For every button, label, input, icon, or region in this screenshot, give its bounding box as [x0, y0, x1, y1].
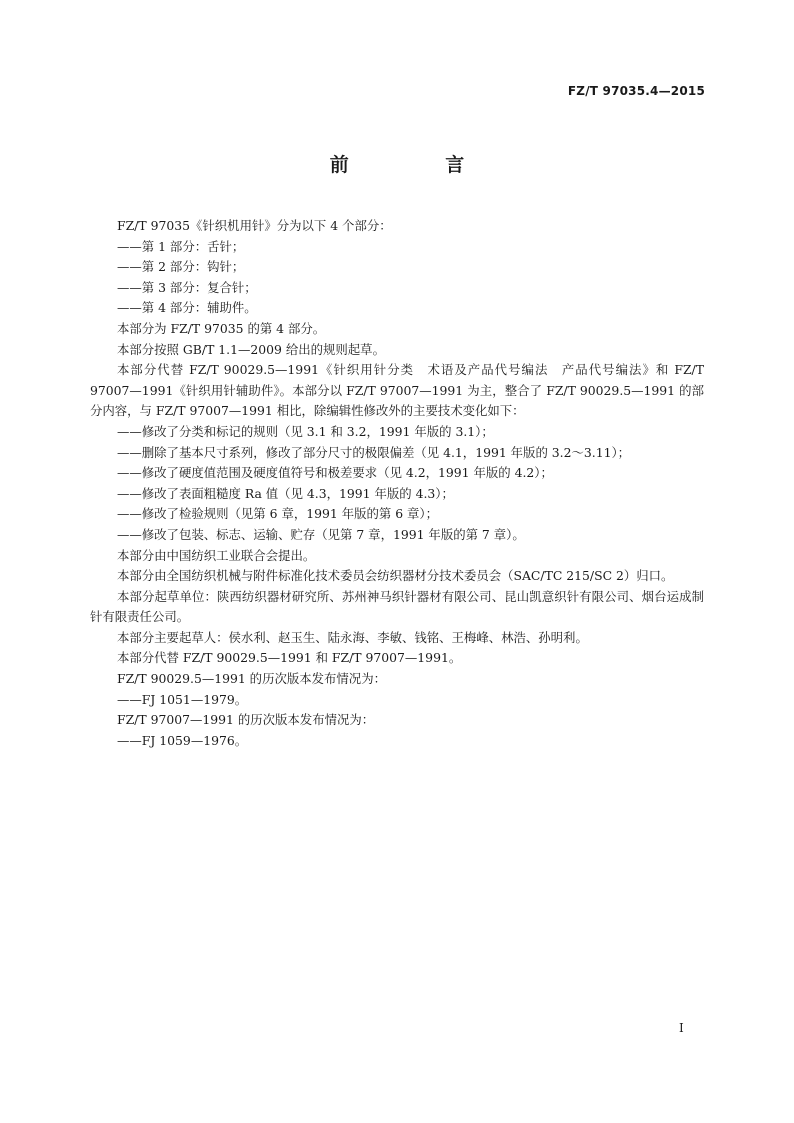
list-item: ——第 4 部分：辅助件。 — [117, 300, 257, 316]
list-item: ——第 3 部分：复合针； — [117, 279, 257, 295]
paragraph: 本部分主要起草人：侯水利、赵玉生、陆永海、李敏、钱铭、王梅峰、林浩、孙明利。 — [117, 629, 588, 645]
paragraph: 本部分为 FZ/T 97035 的第 4 部分。 — [117, 320, 326, 336]
list-item: ——修改了分类和标记的规则（见 3.1 和 3.2，1991 年版的 3.1）； — [117, 423, 494, 439]
list-item: ——修改了硬度值范围及硬度值符号和极差要求（见 4.2，1991 年版的 4.2）； — [117, 465, 553, 481]
paragraph: FZ/T 97035《针织机用针》分为以下 4 个部分： — [117, 218, 392, 233]
paragraph: 本部分按照 GB/T 1.1—2009 给出的规则起草。 — [117, 341, 385, 357]
list-item: ——FJ 1059—1976。 — [117, 732, 248, 748]
list-item: ——第 1 部分：舌针； — [117, 238, 245, 254]
list-item: ——修改了包装、标志、运输、贮存（见第 7 章，1991 年版的第 7 章）。 — [117, 526, 525, 542]
foreword-body — [90, 216, 704, 751]
paragraph: 本部分起草单位：陕西纺织器材研究所、苏州神马织针器材有限公司、昆山凯意织针有限公司、烟台运成制针有限责任公司。 — [90, 588, 704, 625]
paragraph: 本部分由中国纺织工业联合会提出。 — [117, 547, 316, 563]
paragraph: FZ/T 97007—1991 的历次版本发布情况为： — [117, 712, 375, 728]
list-item: ——修改了检验规则（见第 6 章，1991 年版的第 6 章）； — [117, 506, 438, 522]
list-item: ——删除了基本尺寸系列，修改了部分尺寸的极限偏差（见 4.1，1991 年版的 3.2～3.11）； — [117, 444, 631, 460]
paragraph: 本部分代替 FZ/T 90029.5—1991 和 FZ/T 97007—1991。 — [117, 650, 462, 666]
paragraph: 本部分代替 FZ/T 90029.5—1991《针织用针分类 术语及产品代号编法 产品代号编法》和 FZ/T 97007—1991《针织用针辅助件》。本部分以 FZ/T 97007—1991 为主，整合了 FZ/T 90029.5—1991 的部分内容，与 FZ/T 97007—1991 相比，除编辑性修改外的主要技术变化如下： — [90, 362, 704, 419]
document-number: FZ/T 97035.4—2015 — [567, 84, 705, 98]
page-number: I — [679, 1021, 684, 1035]
page-title: 前 言 — [329, 154, 510, 176]
list-item: ——第 2 部分：钩针； — [117, 259, 245, 275]
paragraph: FZ/T 90029.5—1991 的历次版本发布情况为： — [117, 671, 386, 687]
paragraph: 本部分由全国纺织机械与附件标准化技术委员会纺织器材分技术委员会（SAC/TC 215/SC 2）归口。 — [117, 568, 674, 584]
list-item: ——FJ 1051—1979。 — [117, 691, 248, 707]
list-item: ——修改了表面粗糙度 Ra 值（见 4.3，1991 年版的 4.3）； — [117, 485, 454, 501]
